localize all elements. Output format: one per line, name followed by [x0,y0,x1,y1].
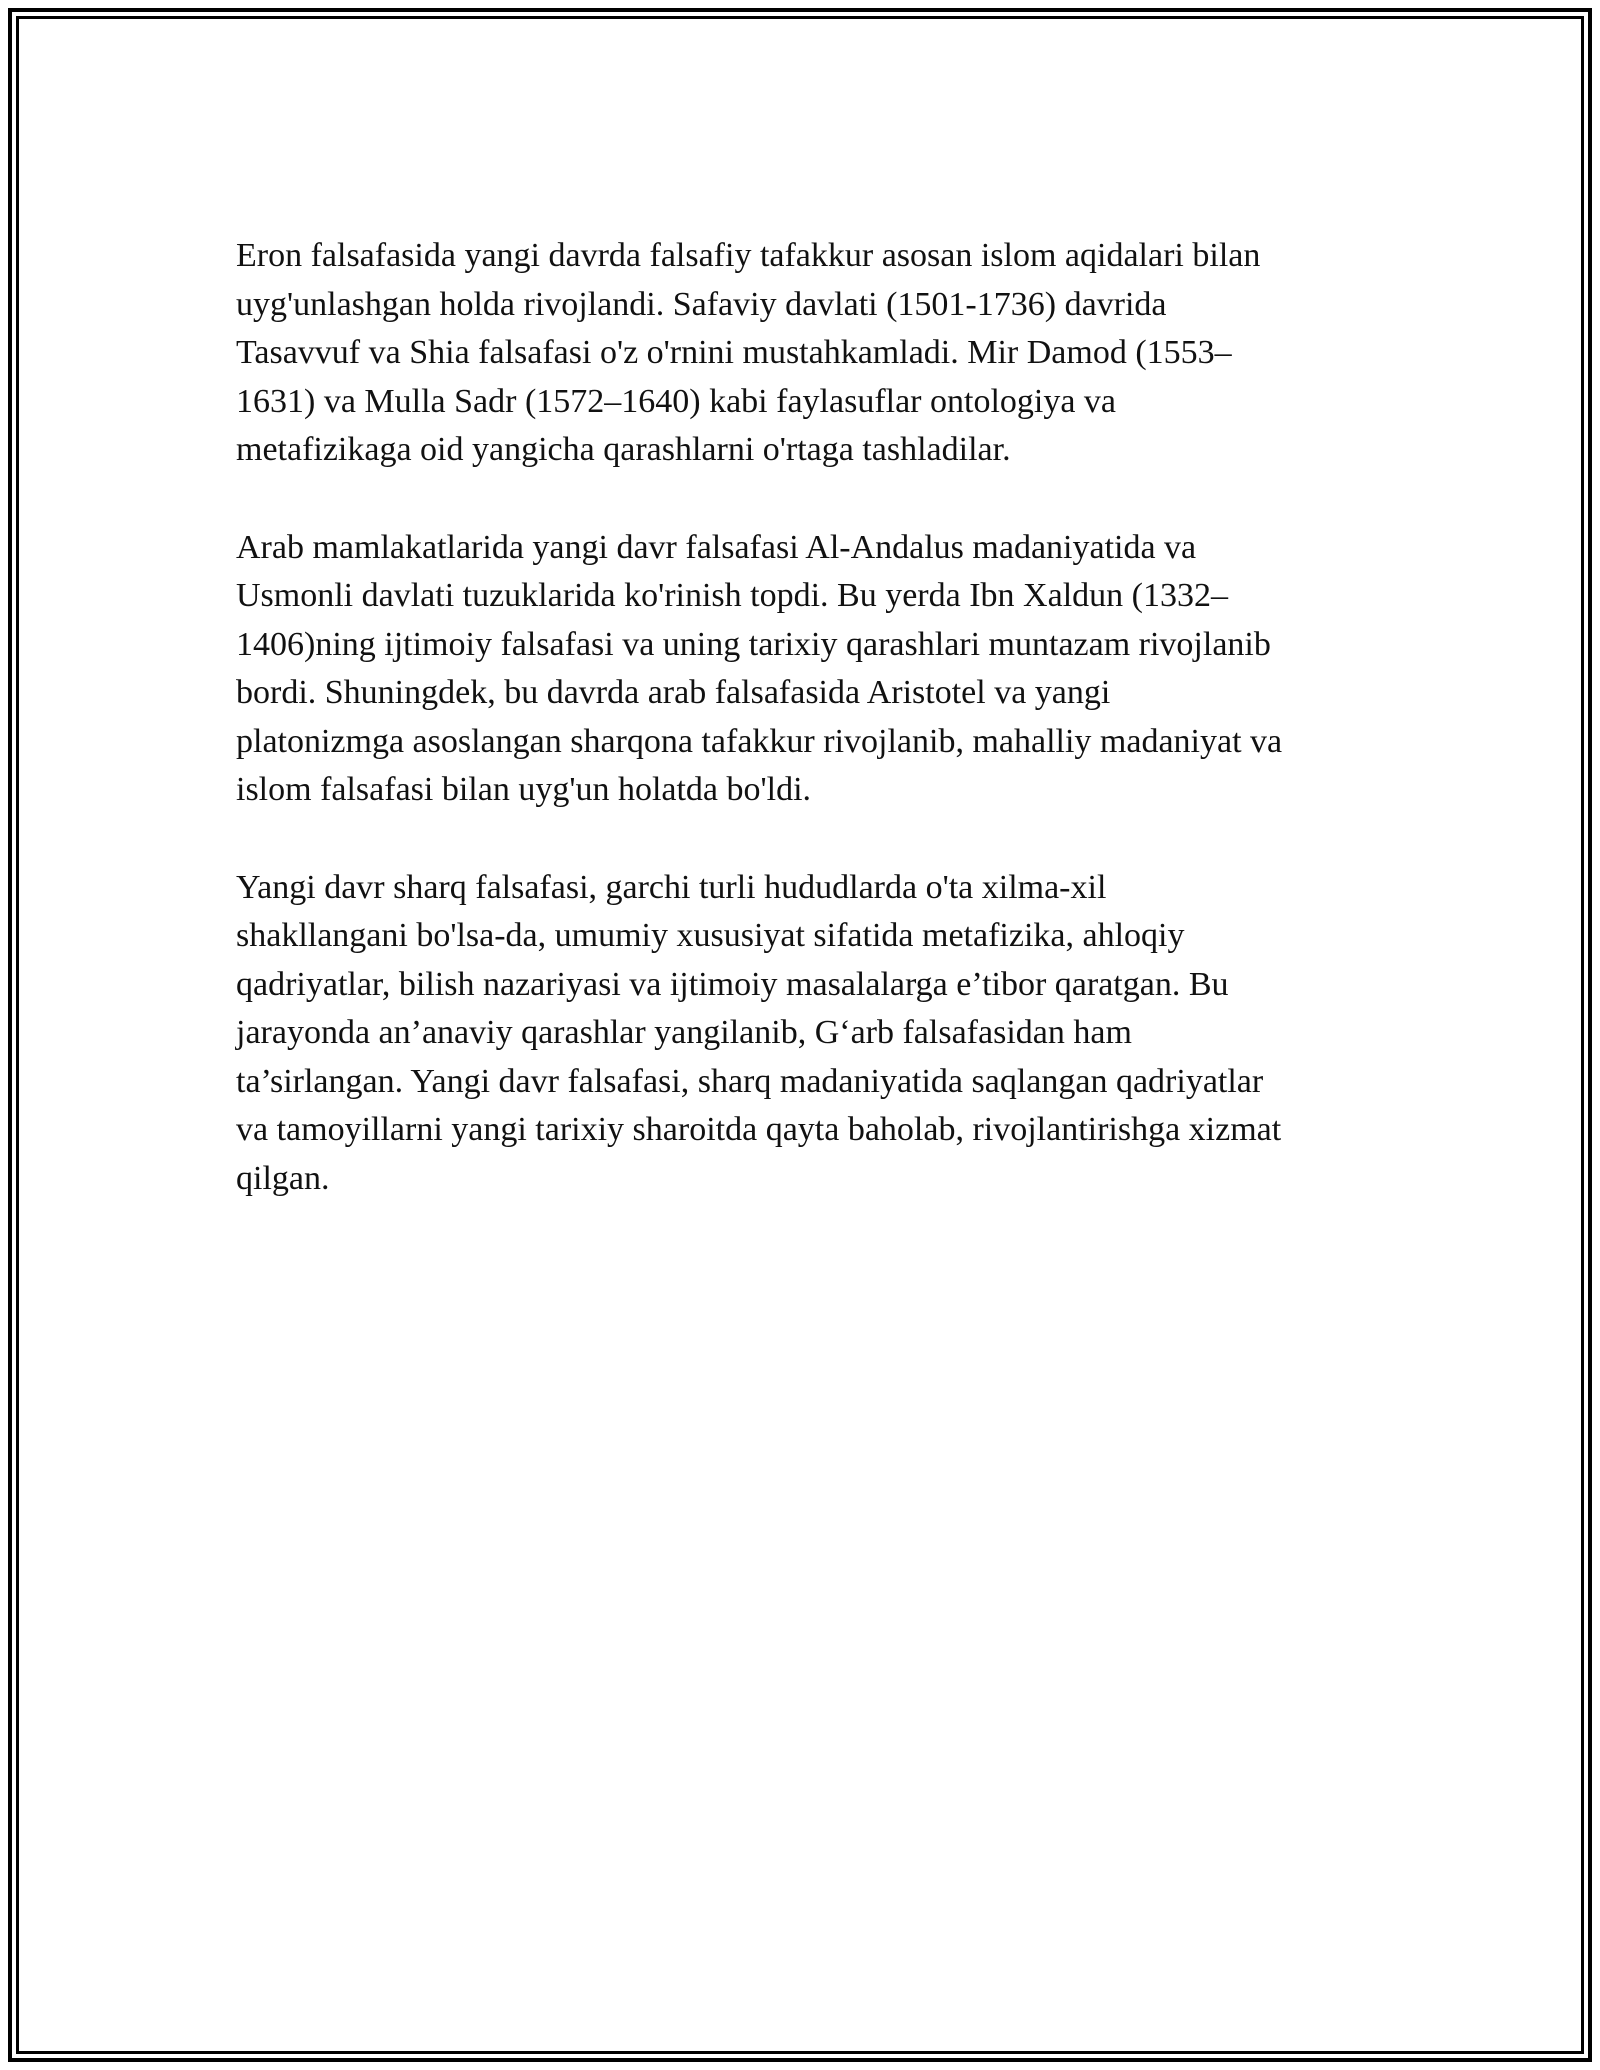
text-line: jarayonda an’anaviy qarashlar yangilanib, G‘arb falsafasidan ham [236,1014,1132,1051]
text-line: metafizikaga oid yangicha qarashlarni o'rtaga tashladilar. [236,431,1011,468]
text-line: Yangi davr sharq falsafasi, garchi turli hududlarda o'ta xilma-xil [236,868,1107,906]
text-line: qadriyatlar, bilish nazariyasi va ijtimoiy masalalarga e’tibor qaratgan. Bu [236,965,1229,1003]
text-line: shakllangani bo'lsa-da, umumiy xususiyat sifatida metafizika, ahloqiy [236,917,1185,954]
text-line: Tasavvuf va Shia falsafasi o'z o'rnini mustahkamladi. Mir Damod (1553– [236,334,1232,371]
paragraph-eron [236,232,1376,475]
text-line: va tamoyillarni yangi tarixiy sharoitda qayta baholab, rivojlantirishga xizmat [236,1111,1282,1148]
text-line: platonizmga asoslangan sharqona tafakkur rivojlanib, mahalliy madaniyat va [236,722,1283,760]
document-body [236,232,1376,1252]
text-line: ta’sirlangan. Yangi davr falsafasi, sharq madaniyatida saqlangan qadriyatlar [236,1062,1264,1100]
text-line: 1406)ning ijtimoiy falsafasi va uning tarixiy qarashlari muntazam rivojlanib [236,625,1271,663]
text-line: qilgan. [236,1159,330,1197]
paragraph-arab [236,524,1376,815]
text-line: islom falsafasi bilan uyg'un holatda bo'ldi. [236,771,812,808]
text-line: bordi. Shuningdek, bu davrda arab falsafasida Aristotel va yangi [236,674,1111,711]
text-line: Arab mamlakatlarida yangi davr falsafasi Al-Andalus madaniyatida va [236,528,1197,566]
text-line: 1631) va Mulla Sadr (1572–1640) kabi faylasuflar ontologiya va [236,382,1117,420]
text-line: uyg'unlashgan holda rivojlandi. Safaviy davlati (1501-1736) davrida [236,285,1167,323]
text-line: Eron falsafasida yangi davrda falsafiy tafakkur asosan islom aqidalari bilan [236,237,1261,274]
text-line: Usmonli davlati tuzuklarida ko'rinish topdi. Bu yerda Ibn Xaldun (1332– [236,577,1228,614]
paragraph-yangi-davr [236,864,1376,1204]
